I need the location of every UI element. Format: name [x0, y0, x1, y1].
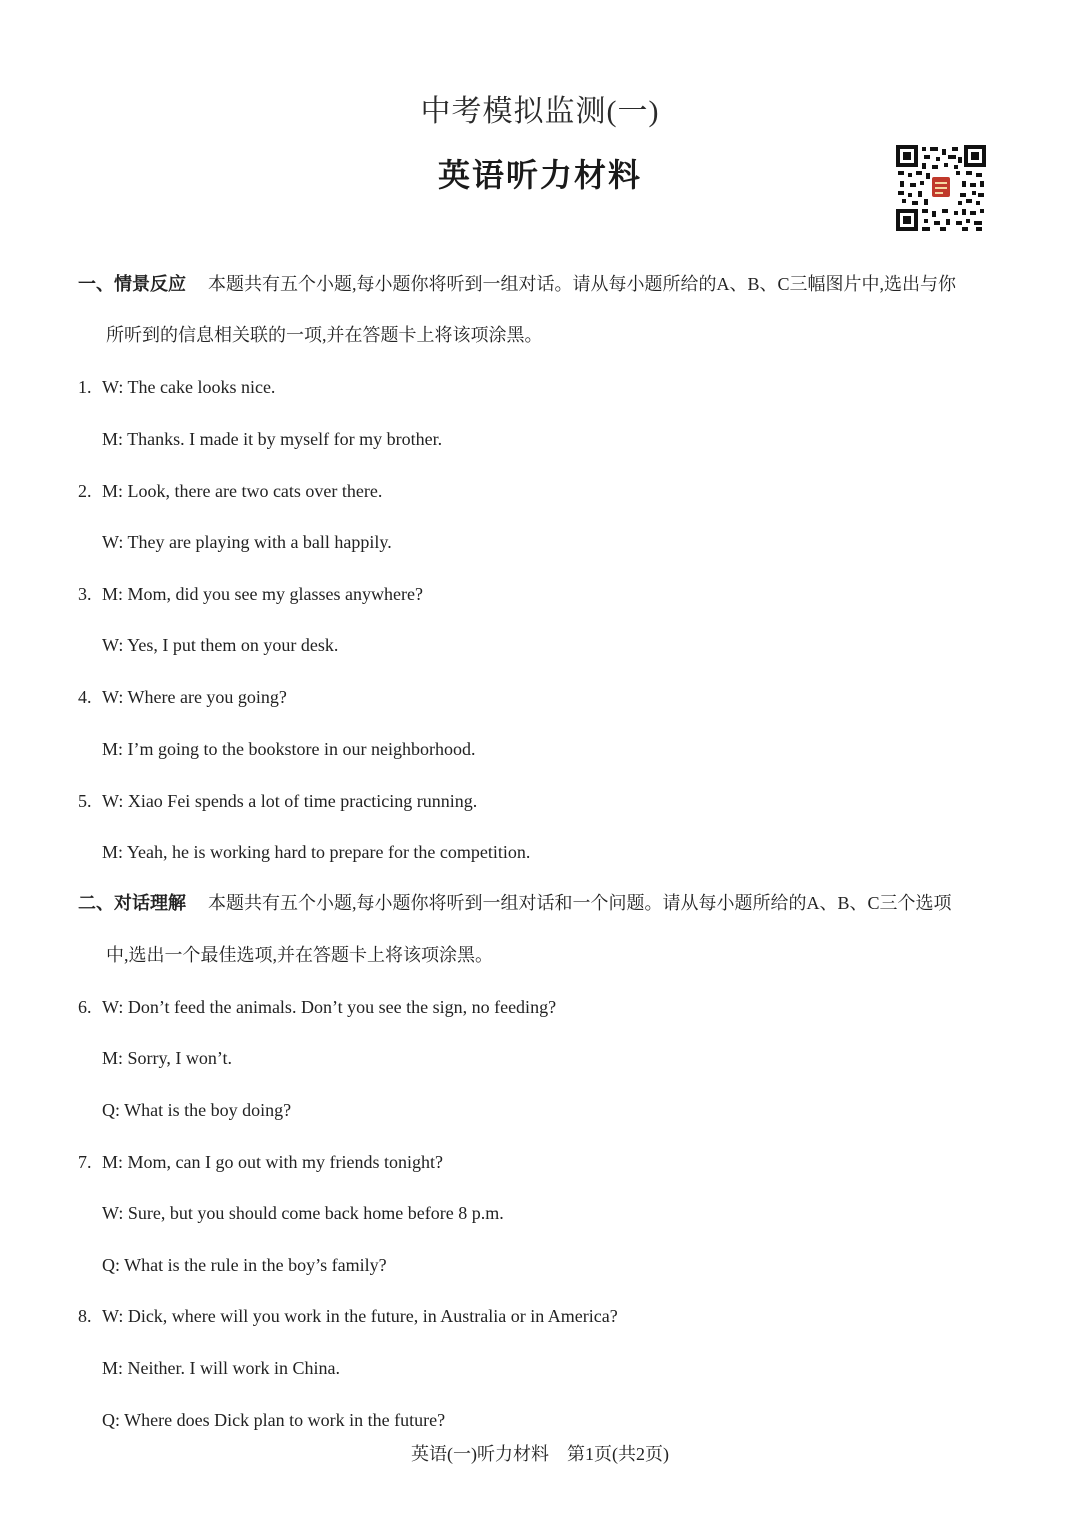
- page-subtitle: 英语听力材料: [437, 157, 642, 193]
- list-item: 1. W: The cake looks nice.: [78, 377, 276, 397]
- dialogue-line: W: They are playing with a ball happily.: [102, 532, 392, 552]
- question-line: Q: What is the rule in the boy’s family?: [102, 1255, 387, 1275]
- dialogue-line: W: Yes, I put them on your desk.: [102, 635, 339, 655]
- section2-instruction: [78, 891, 952, 915]
- section2-heading: 二、对话理解: [78, 893, 186, 913]
- list-item: 8. W: Dick, where will you work in the future, in Australia or in America?: [78, 1306, 618, 1326]
- list-item: 2. M: Look, there are two cats over there.: [78, 481, 383, 501]
- list-item: 3. M: Mom, did you see my glasses anywhere?: [78, 584, 423, 604]
- list-item: 4. W: Where are you going?: [78, 687, 287, 707]
- dialogue-line: M: Neither. I will work in China.: [102, 1358, 340, 1378]
- list-item: 5. W: Xiao Fei spends a lot of time practicing running.: [78, 791, 478, 811]
- dialogue-line: M: Sorry, I won’t.: [102, 1048, 232, 1068]
- question-line: Q: Where does Dick plan to work in the future?: [102, 1410, 446, 1430]
- question-line: Q: What is the boy doing?: [102, 1100, 292, 1120]
- page-title: 中考模拟监测(一): [420, 95, 660, 128]
- section2-instruction-line1: 本题共有五个小题,每小题你将听到一组对话和一个问题。请从每小题所给的A、B、C三个选项: [208, 893, 952, 913]
- dialogue-line: W: Sure, but you should come back home before 8 p.m.: [102, 1203, 504, 1223]
- dialogue-line: M: Thanks. I made it by myself for my brother.: [102, 429, 443, 449]
- list-item: 7. M: Mom, can I go out with my friends tonight?: [78, 1152, 443, 1172]
- section2-instruction-line2: 中,选出一个最佳选项,并在答题卡上将该项涂黑。: [106, 945, 493, 965]
- section1-instruction-line2: 所听到的信息相关联的一项,并在答题卡上将该项涂黑。: [106, 325, 543, 345]
- page-footer: 英语(一)听力材料 第1页(共2页): [411, 1444, 669, 1464]
- section1-heading: 一、情景反应: [78, 274, 186, 294]
- qr-code-icon: [896, 145, 986, 231]
- section1-instruction: [78, 272, 956, 296]
- dialogue-line: M: Yeah, he is working hard to prepare for the competition.: [102, 842, 531, 862]
- dialogue-line: M: I’m going to the bookstore in our neighborhood.: [102, 739, 476, 759]
- list-item: 6. W: Don’t feed the animals. Don’t you see the sign, no feeding?: [78, 997, 557, 1017]
- section1-instruction-line1: 本题共有五个小题,每小题你将听到一组对话。请从每小题所给的A、B、C三幅图片中,选出与你: [208, 274, 957, 294]
